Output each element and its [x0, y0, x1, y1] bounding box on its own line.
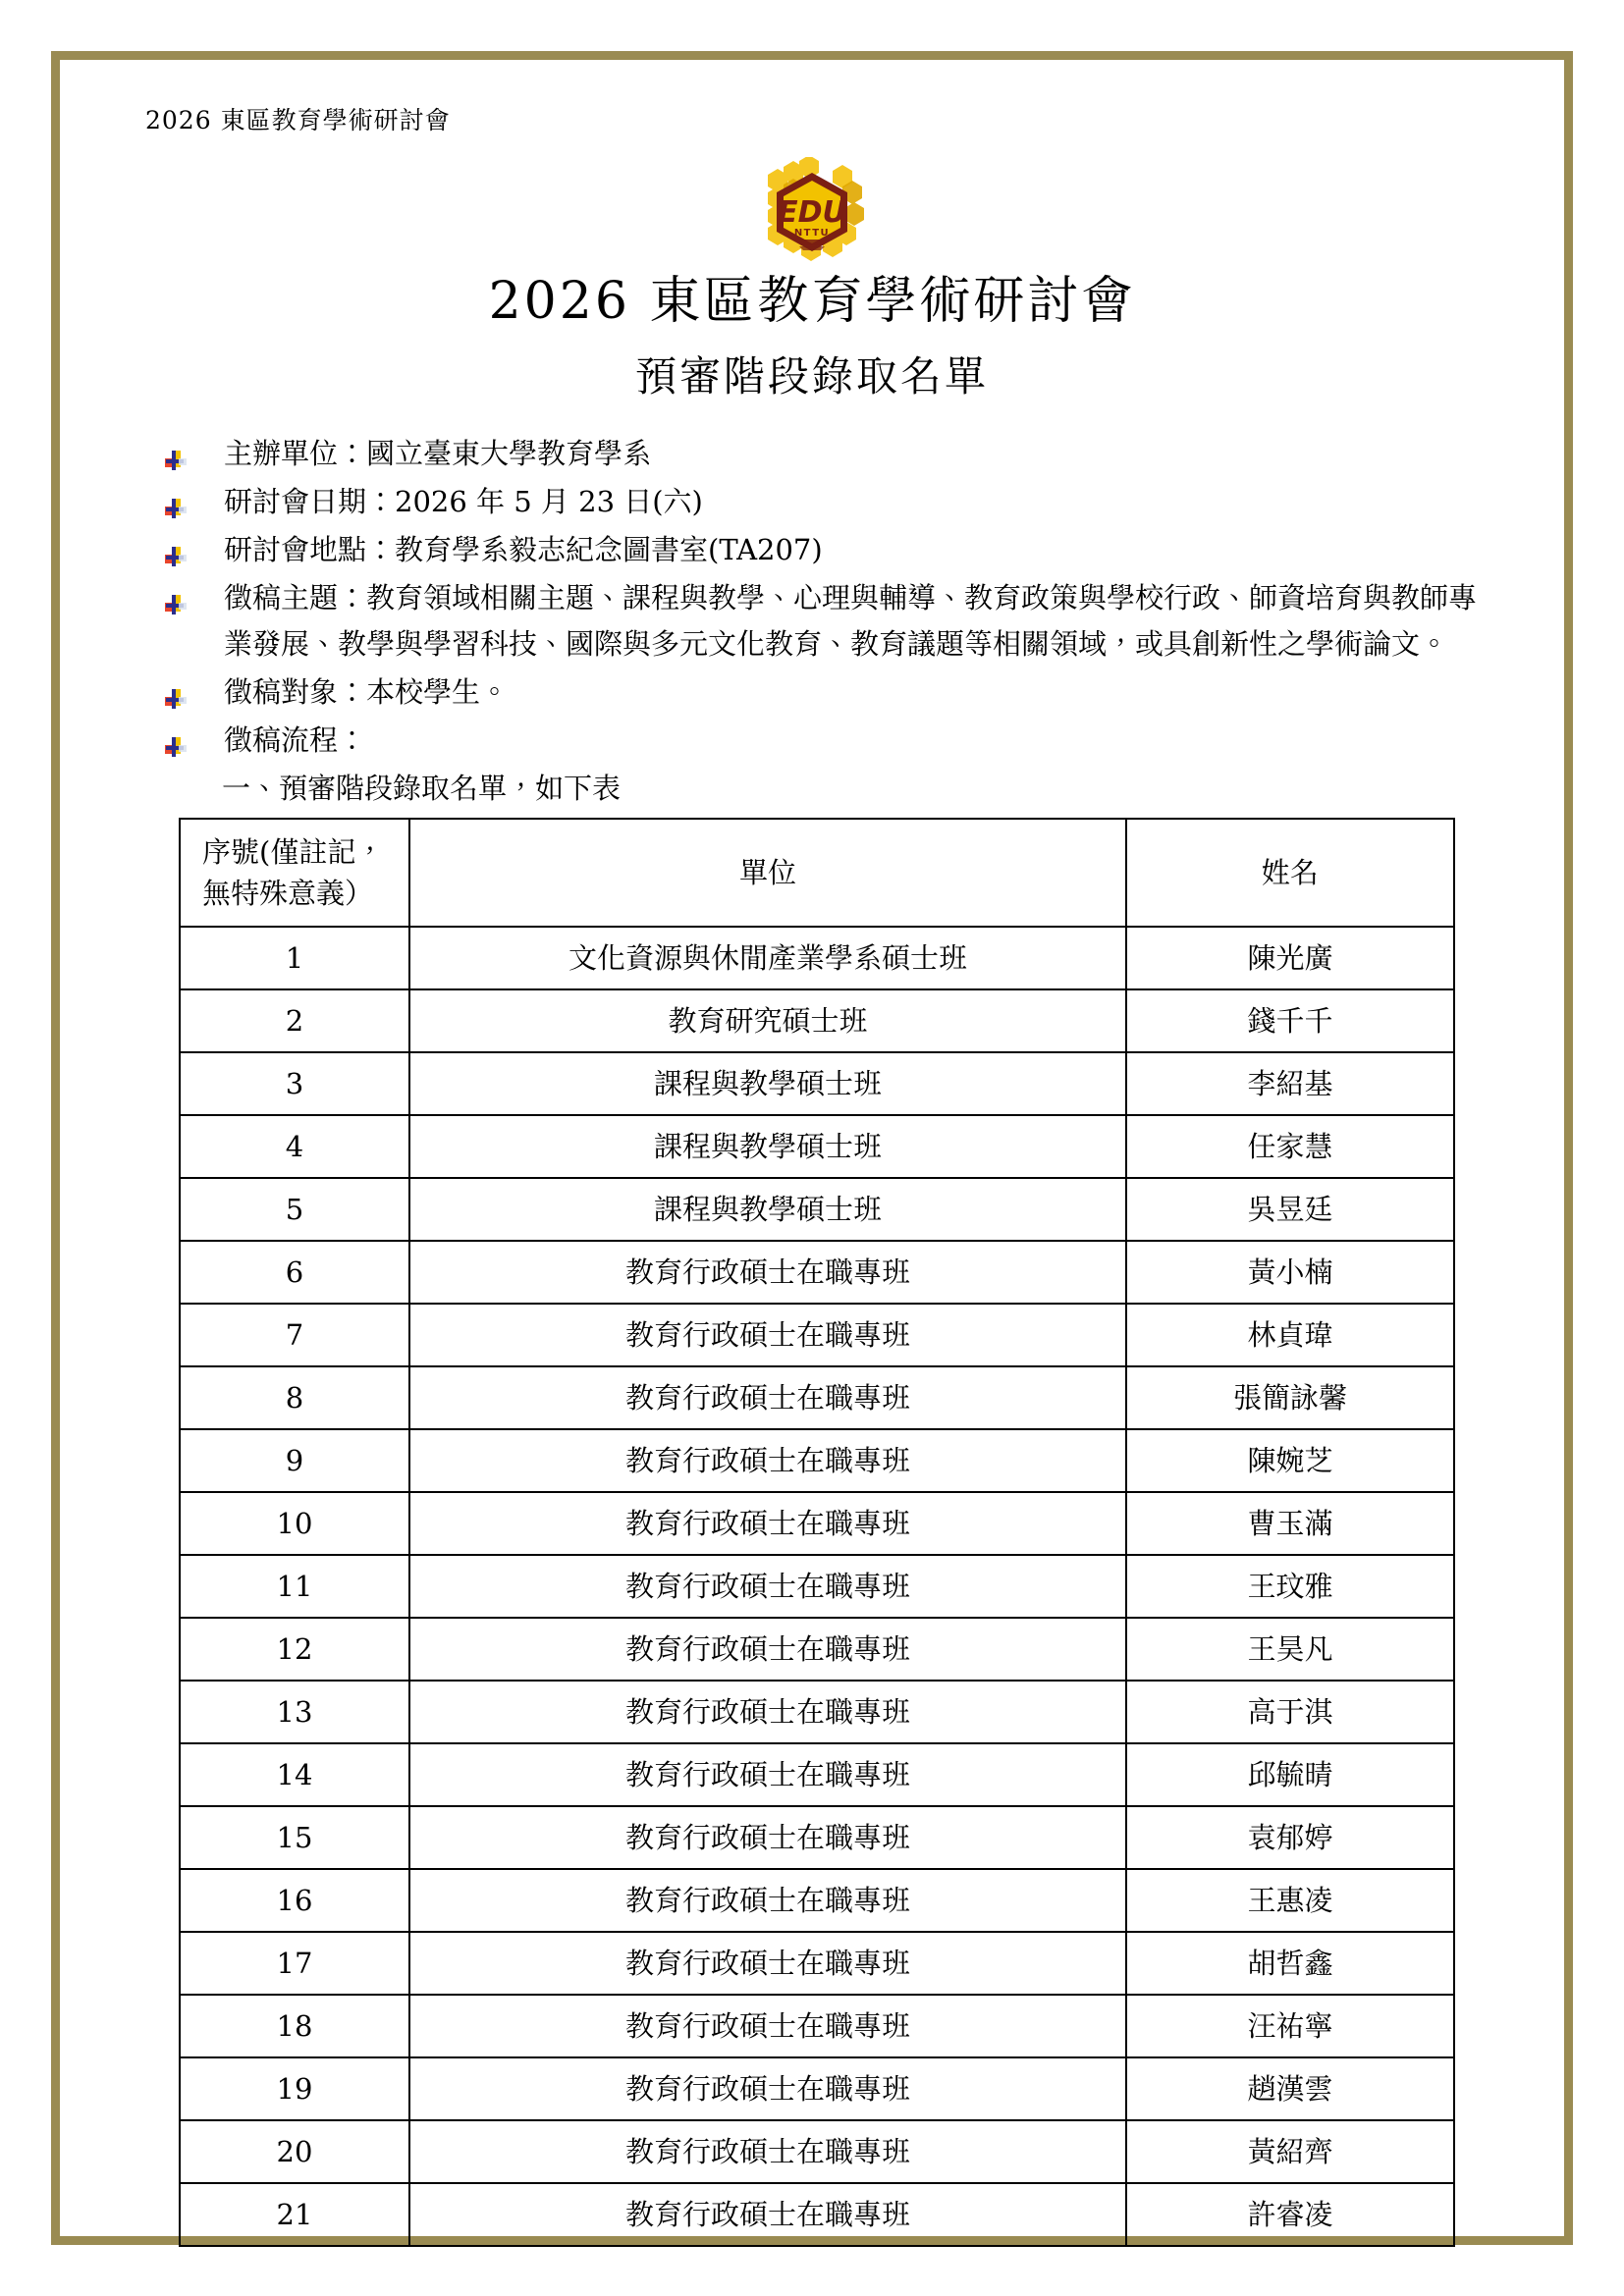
- cell-name: 林貞瑋: [1126, 1304, 1454, 1366]
- table-row: [180, 1995, 1454, 2057]
- cross-bullet-icon: [163, 680, 189, 706]
- table-header-row: [180, 819, 1454, 927]
- cell-unit: 課程與教學碩士班: [409, 1178, 1126, 1241]
- table-row: [180, 1743, 1454, 1806]
- cell-no: 12: [180, 1618, 409, 1681]
- cell-name: 陳婉芝: [1126, 1429, 1454, 1492]
- document-subtitle: 預審階段錄取名單: [634, 352, 989, 401]
- cross-bullet-icon: [163, 586, 189, 612]
- cell-unit: 課程與教學碩士班: [409, 1115, 1126, 1178]
- table-row: [180, 1241, 1454, 1304]
- cell-no: 7: [180, 1304, 409, 1366]
- cell-no: 2: [180, 989, 409, 1052]
- table-row: [180, 1052, 1454, 1115]
- cell-unit: 教育行政碩士在職專班: [409, 1743, 1126, 1806]
- cell-name: 高于淇: [1126, 1681, 1454, 1743]
- cell-name: 陳光廣: [1126, 927, 1454, 989]
- table-row: [180, 927, 1454, 989]
- cell-unit: 教育行政碩士在職專班: [409, 1555, 1126, 1618]
- cell-name: 黃小楠: [1126, 1241, 1454, 1304]
- conference-info-list: [145, 431, 1479, 764]
- edu-nttu-logo-icon: [738, 157, 886, 263]
- cell-no: 20: [180, 2120, 409, 2183]
- cross-bullet-icon: [163, 728, 189, 754]
- table-row: [180, 1304, 1454, 1366]
- process-step-one: 一、預審階段錄取名單，如下表: [222, 771, 622, 805]
- logo-container: [145, 157, 1479, 263]
- running-head: 2026 東區教育學術研討會: [145, 106, 451, 134]
- table-row: [180, 1366, 1454, 1429]
- cell-unit: 教育研究碩士班: [409, 989, 1126, 1052]
- cell-no: 21: [180, 2183, 409, 2246]
- cell-no: 18: [180, 1995, 409, 2057]
- table-row: [180, 1178, 1454, 1241]
- cell-no: 1: [180, 927, 409, 989]
- cell-name: 王惠凌: [1126, 1869, 1454, 1932]
- table-row: [180, 2120, 1454, 2183]
- table-row: [180, 1932, 1454, 1995]
- column-header-name: 姓名: [1126, 819, 1454, 927]
- cell-name: 汪祐寧: [1126, 1995, 1454, 2057]
- cell-no: 16: [180, 1869, 409, 1932]
- column-header-no-line2: 無特殊意義）: [202, 876, 374, 910]
- cell-unit: 教育行政碩士在職專班: [409, 1995, 1126, 2057]
- cell-name: 張簡詠馨: [1126, 1366, 1454, 1429]
- cell-name: 錢千千: [1126, 989, 1454, 1052]
- accepted-list-table: [179, 818, 1455, 2247]
- cell-no: 14: [180, 1743, 409, 1806]
- cell-unit: 教育行政碩士在職專班: [409, 1492, 1126, 1555]
- info-item-audience: [145, 669, 1479, 716]
- table-row: [180, 989, 1454, 1052]
- cell-unit: 教育行政碩士在職專班: [409, 1681, 1126, 1743]
- cell-no: 9: [180, 1429, 409, 1492]
- cell-no: 3: [180, 1052, 409, 1115]
- cell-name: 趙漢雲: [1126, 2057, 1454, 2120]
- cell-no: 13: [180, 1681, 409, 1743]
- cell-name: 王玟雅: [1126, 1555, 1454, 1618]
- cell-unit: 教育行政碩士在職專班: [409, 2120, 1126, 2183]
- cell-unit: 教育行政碩士在職專班: [409, 1932, 1126, 1995]
- table-row: [180, 1618, 1454, 1681]
- cell-name: 袁郁婷: [1126, 1806, 1454, 1869]
- cell-name: 吳昱廷: [1126, 1178, 1454, 1241]
- cell-no: 11: [180, 1555, 409, 1618]
- table-row: [180, 2183, 1454, 2246]
- table-row: [180, 1681, 1454, 1743]
- cell-no: 17: [180, 1932, 409, 1995]
- cell-name: 胡哲鑫: [1126, 1932, 1454, 1995]
- info-item-text: 研討會地點：教育學系毅志紀念圖書室(TA207): [224, 532, 823, 566]
- cell-unit: 教育行政碩士在職專班: [409, 2183, 1126, 2246]
- cell-unit: 教育行政碩士在職專班: [409, 1869, 1126, 1932]
- cell-no: 5: [180, 1178, 409, 1241]
- table-row: [180, 1806, 1454, 1869]
- info-item-text: 徵稿對象：本校學生。: [224, 674, 510, 709]
- info-item-venue: [145, 527, 1479, 573]
- cell-name: 許睿凌: [1126, 2183, 1454, 2246]
- cell-name: 黃紹齊: [1126, 2120, 1454, 2183]
- cell-name: 王昊凡: [1126, 1618, 1454, 1681]
- cell-unit: 課程與教學碩士班: [409, 1052, 1126, 1115]
- cell-unit: 教育行政碩士在職專班: [409, 1429, 1126, 1492]
- cell-name: 曹玉滿: [1126, 1492, 1454, 1555]
- cell-unit: 文化資源與休閒產業學系碩士班: [409, 927, 1126, 989]
- info-item-text: 研討會日期：2026 年 5 月 23 日(六): [224, 484, 703, 518]
- cell-unit: 教育行政碩士在職專班: [409, 1618, 1126, 1681]
- table-row: [180, 1429, 1454, 1492]
- cell-name: 任家慧: [1126, 1115, 1454, 1178]
- cell-no: 10: [180, 1492, 409, 1555]
- info-item-organizer: [145, 431, 1479, 477]
- table-row: [180, 2057, 1454, 2120]
- column-header-no: [180, 819, 409, 927]
- info-item-text: 徵稿主題：教育領域相關主題、課程與教學、心理與輔導、教育政策與學校行政、師資培育與教師專業發展、教學與學習科技、國際與多元文化教育、教育議題等相關領域，或具創新性之學術論文。: [224, 580, 1478, 661]
- info-item-date: [145, 479, 1479, 525]
- info-item-process: [145, 718, 1479, 764]
- info-item-text: 徵稿流程：: [224, 722, 367, 757]
- table-row: [180, 1555, 1454, 1618]
- column-header-unit: 單位: [409, 819, 1126, 927]
- cell-unit: 教育行政碩士在職專班: [409, 1806, 1126, 1869]
- cell-name: 邱毓晴: [1126, 1743, 1454, 1806]
- table-row: [180, 1869, 1454, 1932]
- info-item-topics: [145, 575, 1479, 667]
- cell-unit: 教育行政碩士在職專班: [409, 1304, 1126, 1366]
- cell-no: 15: [180, 1806, 409, 1869]
- cell-unit: 教育行政碩士在職專班: [409, 1241, 1126, 1304]
- cell-unit: 教育行政碩士在職專班: [409, 2057, 1126, 2120]
- cell-no: 4: [180, 1115, 409, 1178]
- svg-text:EDU: EDU: [778, 195, 846, 230]
- cross-bullet-icon: [163, 538, 189, 563]
- table-body: [180, 927, 1454, 2246]
- cell-name: 李紹基: [1126, 1052, 1454, 1115]
- svg-text:NTTU: NTTU: [793, 228, 831, 239]
- table-row: [180, 1115, 1454, 1178]
- cell-no: 8: [180, 1366, 409, 1429]
- cross-bullet-icon: [163, 442, 189, 467]
- cell-unit: 教育行政碩士在職專班: [409, 1366, 1126, 1429]
- column-header-no-line1: 序號(僅註記，: [202, 834, 385, 869]
- info-item-text: 主辦單位：國立臺東大學教育學系: [224, 436, 652, 470]
- cell-no: 19: [180, 2057, 409, 2120]
- cross-bullet-icon: [163, 490, 189, 515]
- table-row: [180, 1492, 1454, 1555]
- document-title: 2026 東區教育學術研討會: [488, 272, 1136, 331]
- cell-no: 6: [180, 1241, 409, 1304]
